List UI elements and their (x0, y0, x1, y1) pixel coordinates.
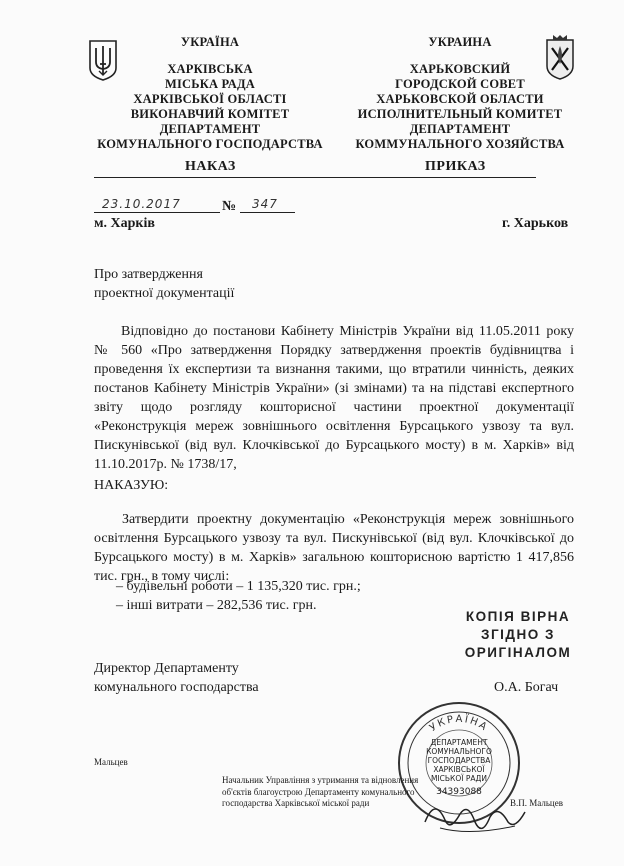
order-date: 23.10.2017 (102, 197, 181, 211)
copy-stamp-line: ОРИГІНАЛОМ (464, 645, 572, 660)
city-right: г. Харьков (502, 216, 569, 231)
header-left-line: ВИКОНАВЧИЙ КОМІТЕТ (130, 107, 290, 121)
header-right-line: ХАРЬКОВСКОЙ ОБЛАСТИ (376, 92, 544, 106)
preamble-paragraph: Відповідно до постанови Кабінету Міністрів України від 11.05.2011 року № 560 «Про затвердження Порядку затвердження проектів будівництва і проведення їх експертизи та визнання такими, що втратили чинність, деяких постанов Кабінету Міністрів України» (зі змінами) та на підставі експертного звіту щодо розгляду кошторисної частини проектної документації «Реконструкція мереж зовнішнього освітлення Бурсацького узвозу та вул. Пискунівської (від вул. Клочківської до Бурсацького мосту) в м. Харків» від 11.10.2017р. № 1738/17, (94, 324, 574, 472)
approval-line: об'єктів благоустрою Департаменту комунального (222, 786, 415, 797)
header-right-line: ХАРЬКОВСКИЙ (409, 62, 511, 76)
order-word: НАКАЗУЮ: (94, 478, 169, 493)
header-left-line: МІСЬКА РАДА (164, 77, 256, 91)
header-left (90, 35, 330, 152)
signatory-name: О.А. Богач (494, 680, 559, 695)
date-underline (94, 212, 220, 213)
approval-block (222, 775, 418, 810)
copy-stamp (460, 608, 576, 662)
copy-stamp-line: ЗГІДНО З (481, 627, 555, 642)
city-left: м. Харків (94, 216, 155, 231)
header-left-line: ХАРКІВСЬКОЇ ОБЛАСТІ (133, 92, 287, 106)
header-right-line: ИСПОЛНИТЕЛЬНЫЙ КОМИТЕТ (357, 107, 563, 121)
copy-stamp-line: КОПІЯ ВІРНА (465, 609, 571, 624)
header-right-country: УКРАИНА (428, 35, 492, 49)
subject-line: проектної документації (94, 286, 235, 301)
cost-items (116, 577, 361, 615)
doc-type-left: НАКАЗ (185, 159, 236, 174)
order-number-label: № (222, 199, 237, 214)
cost-item: – інші витрати – 282,536 тис. грн. (116, 598, 317, 613)
subject-line: Про затвердження (94, 267, 203, 282)
header-right-line: ГОРОДСКОЙ СОВЕТ (395, 77, 525, 91)
seal-line: МІСЬКОЇ РАДИ (430, 774, 488, 783)
signatory-position-line: комунального господарства (94, 680, 259, 695)
seal-line: КОМУНАЛЬНОГО (426, 747, 492, 756)
doc-type-right: ПРИКАЗ (425, 159, 486, 174)
order-number: 347 (252, 197, 278, 211)
approval-name: В.П. Мальцев (510, 798, 563, 808)
executor-name: Мальцев (94, 757, 128, 767)
header-left-line: ДЕПАРТАМЕНТ (159, 122, 261, 136)
seal-line: ДЕПАРТАМЕНТ (430, 738, 488, 747)
header-left-line: ХАРКІВСЬКА (167, 62, 253, 76)
header-right-line: КОММУНАЛЬНОГО ХОЗЯЙСТВА (355, 137, 565, 151)
seal-top-text: УКРАЇНА (427, 713, 491, 734)
header-rule (94, 177, 536, 178)
seal-line: ХАРКІВСЬКОЇ (433, 765, 485, 774)
approval-line: Начальник Управління з утримання та відновлення (222, 775, 419, 785)
cost-item: – будівельні роботи – 1 135,320 тис. грн.; (116, 579, 361, 594)
header-left-country: УКРАЇНА (180, 35, 240, 49)
header-right-line: ДЕПАРТАМЕНТ (409, 122, 511, 136)
subject (94, 265, 234, 303)
seal-code: 34393088 (436, 787, 482, 797)
signatory-position (94, 659, 259, 697)
seal-line: ГОСПОДАРСТВА (427, 756, 491, 765)
header-right (350, 35, 570, 152)
number-underline (240, 212, 295, 213)
decision-paragraph: Затвердити проектну документацію «Реконструкція мереж зовнішнього освітлення Бурсацького узвозу та вул. Пискунівської (від вул. Клочківської до Бурсацького мосту) в м. Харків» загальною кошторисною вартістю 1 417,856 тис. грн., в тому числі: (94, 512, 574, 584)
signatory-position-line: Директор Департаменту (94, 661, 239, 676)
header-left-line: КОМУНАЛЬНОГО ГОСПОДАРСТВА (97, 137, 323, 151)
approval-line: господарства Харківської міської ради (222, 798, 370, 808)
